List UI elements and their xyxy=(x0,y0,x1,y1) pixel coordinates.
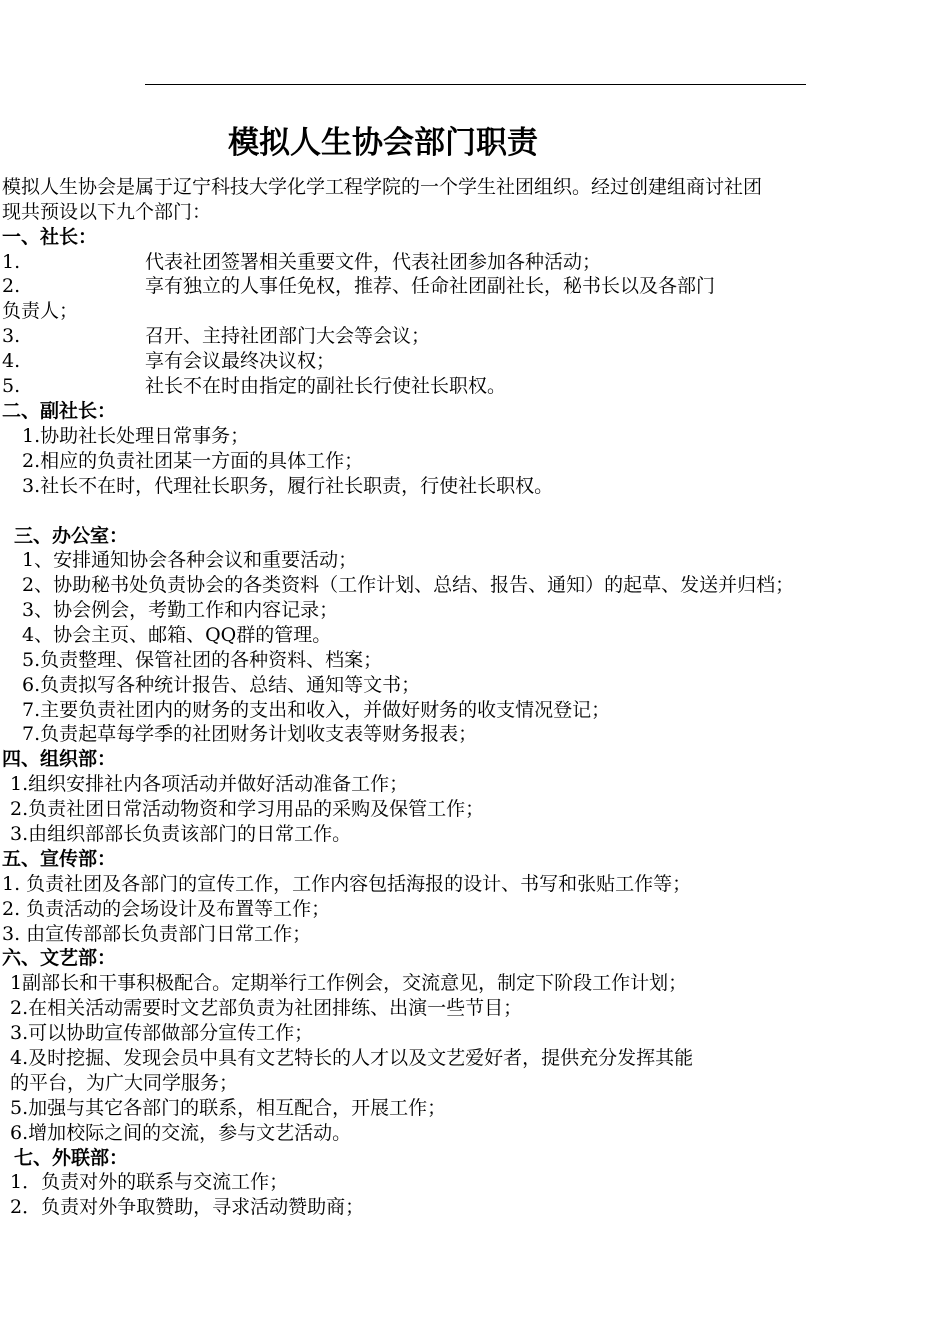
list-item-continuation: 负责人； xyxy=(2,300,79,322)
list-item-number: 3. xyxy=(2,325,21,347)
section-heading-publicity: 五、宣传部： xyxy=(2,848,117,870)
list-item: 5.负责整理、保管社团的各种资料、档案； xyxy=(22,649,383,671)
list-item: 2. 负责活动的会场设计及布置等工作； xyxy=(2,898,331,920)
section-heading-organization: 四、组织部： xyxy=(2,748,117,770)
list-item: 3.可以协助宣传部做部分宣传工作； xyxy=(10,1022,314,1044)
page-title: 模拟人生协会部门职责 xyxy=(228,125,538,161)
section-heading-president: 一、社长： xyxy=(2,226,98,248)
section-heading-external: 七、外联部： xyxy=(14,1147,129,1169)
list-item: 召开、主持社团部门大会等会议； xyxy=(145,325,431,347)
list-item: 3、协会例会，考勤工作和内容记录； xyxy=(22,599,339,621)
list-item: 1副部长和干事积极配合。定期举行工作例会，交流意见，制定下阶段工作计划； xyxy=(10,972,688,994)
list-item-continuation: 的平台，为广大同学服务； xyxy=(10,1072,239,1094)
list-item: 2.相应的负责社团某一方面的具体工作； xyxy=(22,450,364,472)
list-item: 1、安排通知协会各种会议和重要活动； xyxy=(22,549,358,571)
section-heading-office: 三、办公室： xyxy=(14,525,129,547)
list-item: 1．负责对外的联系与交流工作； xyxy=(10,1171,289,1193)
list-item: 3. 由宣传部部长负责部门日常工作； xyxy=(2,923,312,945)
list-item: 4.及时挖掘、发现会员中具有文艺特长的人才以及文艺爱好者，提供充分发挥其能 xyxy=(10,1047,694,1069)
list-item: 2.负责社团日常活动物资和学习用品的采购及保管工作； xyxy=(10,798,485,820)
list-item: 享有会议最终决议权； xyxy=(145,350,336,372)
list-item: 1.组织安排社内各项活动并做好活动准备工作； xyxy=(10,773,409,795)
list-item: 4、协会主页、邮箱、QQ群的管理。 xyxy=(22,624,332,646)
list-item-number: 2. xyxy=(2,275,21,297)
intro-line-2: 现共预设以下九个部门： xyxy=(2,201,212,223)
list-item: 7.主要负责社团内的财务的支出和收入，并做好财务的收支情况登记； xyxy=(22,699,611,721)
list-item: 1. 负责社团及各部门的宣传工作，工作内容包括海报的设计、书写和张贴工作等； xyxy=(2,873,692,895)
list-item: 6.负责拟写各种统计报告、总结、通知等文书； xyxy=(22,674,421,696)
list-item: 1.协助社长处理日常事务； xyxy=(22,425,250,447)
list-item: 2.在相关活动需要时文艺部负责为社团排练、出演一些节目； xyxy=(10,997,523,1019)
list-item: 代表社团签署相关重要文件，代表社团参加各种活动； xyxy=(145,251,602,273)
list-item-number: 4. xyxy=(2,350,21,372)
list-item: 社长不在时由指定的副社长行使社长职权。 xyxy=(145,375,507,397)
list-item-number: 1. xyxy=(2,251,21,273)
list-item: 7.负责起草每学季的社团财务计划收支表等财务报表； xyxy=(22,723,478,745)
intro-line-1: 模拟人生协会是属于辽宁科技大学化学工程学院的一个学生社团组织。经过创建组商讨社团 xyxy=(2,176,763,198)
list-item: 5.加强与其它各部门的联系，相互配合，开展工作； xyxy=(10,1097,447,1119)
list-item: 3.由组织部部长负责该部门的日常工作。 xyxy=(10,823,352,845)
list-item: 享有独立的人事任免权，推荐、任命社团副社长，秘书长以及各部门 xyxy=(145,275,716,297)
list-item: 2、协助秘书处负责协会的各类资料（工作计划、总结、报告、通知）的起草、发送并归档； xyxy=(22,574,795,596)
header-rule xyxy=(145,84,806,85)
list-item: 6.增加校际之间的交流，参与文艺活动。 xyxy=(10,1122,352,1144)
section-heading-arts: 六、文艺部： xyxy=(2,947,117,969)
list-item: 3.社长不在时，代理社长职务，履行社长职责，行使社长职权。 xyxy=(22,475,554,497)
list-item: 2．负责对外争取赞助，寻求活动赞助商； xyxy=(10,1196,365,1218)
section-heading-vice-president: 二、副社长： xyxy=(2,400,117,422)
list-item-number: 5. xyxy=(2,375,21,397)
